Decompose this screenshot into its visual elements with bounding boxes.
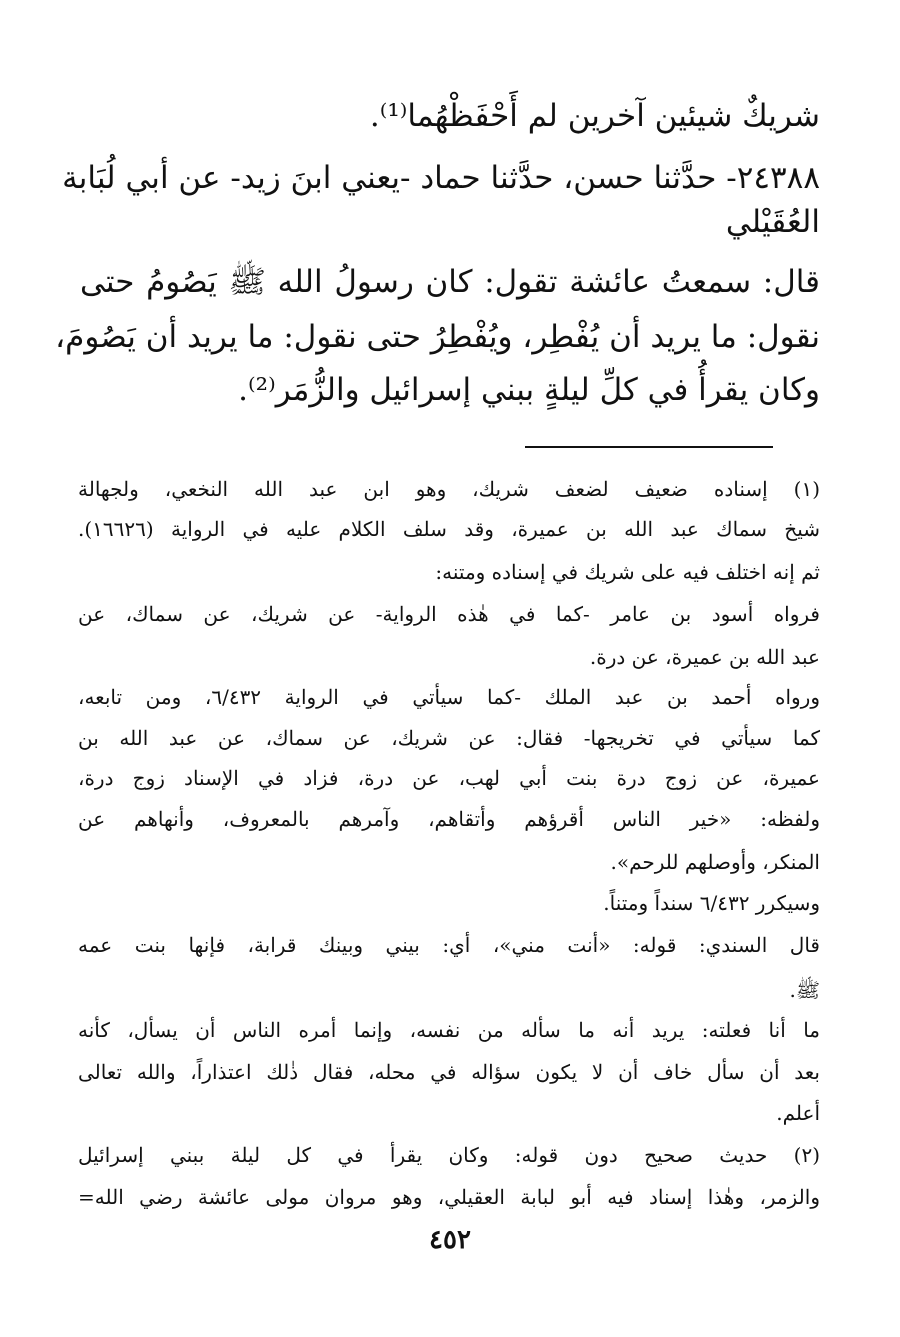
main-text-line-4: قال: سمعتُ عائشة تقول: كان رسولُ الله ﷺ يَصُومُ حتى bbox=[80, 264, 820, 300]
main-text-line-2: ٢٤٣٨٨- حدَّثنا حسن، حدَّثنا حماد -يعني ابنَ زيد- عن أبي لُبَابة bbox=[62, 160, 820, 196]
main-text-line-1: شريكٌ شيئين آخرين لم أَحْفَظْهُما⁽¹⁾. bbox=[369, 98, 820, 134]
main-text-line-3: العُقَيْلي bbox=[725, 204, 820, 240]
page-number: ٤٥٢ bbox=[429, 1225, 471, 1255]
footnote-line-12: قال السندي: قوله: «أنت مني»، أي: بيني وبينك قرابة، فإنها بنت عمه bbox=[78, 933, 820, 957]
footnote-line-18: والزمر، وهٰذا إسناد فيه أبو لبابة العقيلي، وهو مروان مولى عائشة رضي الله= bbox=[78, 1185, 820, 1209]
footnote-line-7: كما سيأتي في تخريجها- فقال: عن شريك، عن سماك، عن عبد الله بن bbox=[78, 726, 820, 750]
footnote-line-2: شيخ سماك عبد الله بن عميرة، وقد سلف الكلام عليه في الرواية (١٦٦٢٦). bbox=[78, 517, 820, 541]
footnote-line-11: وسيكرر ٦/٤٣٢ سنداً ومتناً. bbox=[603, 891, 820, 915]
footnote-line-6: ورواه أحمد بن عبد الملك -كما سيأتي في الرواية ٦/٤٣٢، ومن تابعه، bbox=[78, 685, 820, 709]
footnote-line-17: (٢) حديث صحيح دون قوله: وكان يقرأ في كل ليلة ببني إسرائيل bbox=[78, 1143, 821, 1167]
footnote-line-3: ثم إنه اختلف فيه على شريك في إسناده ومتنه: bbox=[435, 560, 820, 584]
main-text-line-6: وكان يقرأُ في كلِّ ليلةٍ ببني إسرائيل والزُّمَر⁽²⁾. bbox=[238, 372, 820, 408]
footnote-line-10: المنكر، وأوصلهم للرحم». bbox=[610, 850, 820, 874]
footnote-line-1: (١) إسناده ضعيف لضعف شريك، وهو ابن عبد الله النخعي، ولجهالة bbox=[78, 477, 820, 501]
footnote-line-4: فرواه أسود بن عامر -كما في هٰذه الرواية- عن شريك، عن سماك، عن bbox=[78, 602, 820, 626]
footnote-line-8: عميرة، عن زوج درة بنت أبي لهب، عن درة، فزاد في الإسناد زوج درة، bbox=[78, 766, 820, 790]
footnote-divider bbox=[525, 446, 773, 448]
honorific-glyph: ﷺ. bbox=[789, 978, 820, 1002]
footnote-line-5: عبد الله بن عميرة، عن درة. bbox=[589, 645, 820, 669]
footnote-line-14: ما أنا فعلته: يريد أنه ما سأله من نفسه، وإنما أمره الناس أن يسأل، كأنه bbox=[78, 1018, 821, 1042]
main-text-line-5: نقول: ما يريد أن يُفْطِر، ويُفْطِرُ حتى نقول: ما يريد أن يَصُومَ، bbox=[55, 319, 820, 355]
footnote-line-15: بعد أن سأل خاف أن لا يكون سؤاله في محله، فقال ذٰلك اعتذاراً، والله تعالى bbox=[78, 1060, 820, 1084]
footnote-line-16: أعلم. bbox=[776, 1101, 820, 1125]
footnote-line-9: ولفظه: «خير الناس أقرؤهم وأتقاهم، وآمرهم بالمعروف، وأنهاهم عن bbox=[78, 807, 820, 831]
